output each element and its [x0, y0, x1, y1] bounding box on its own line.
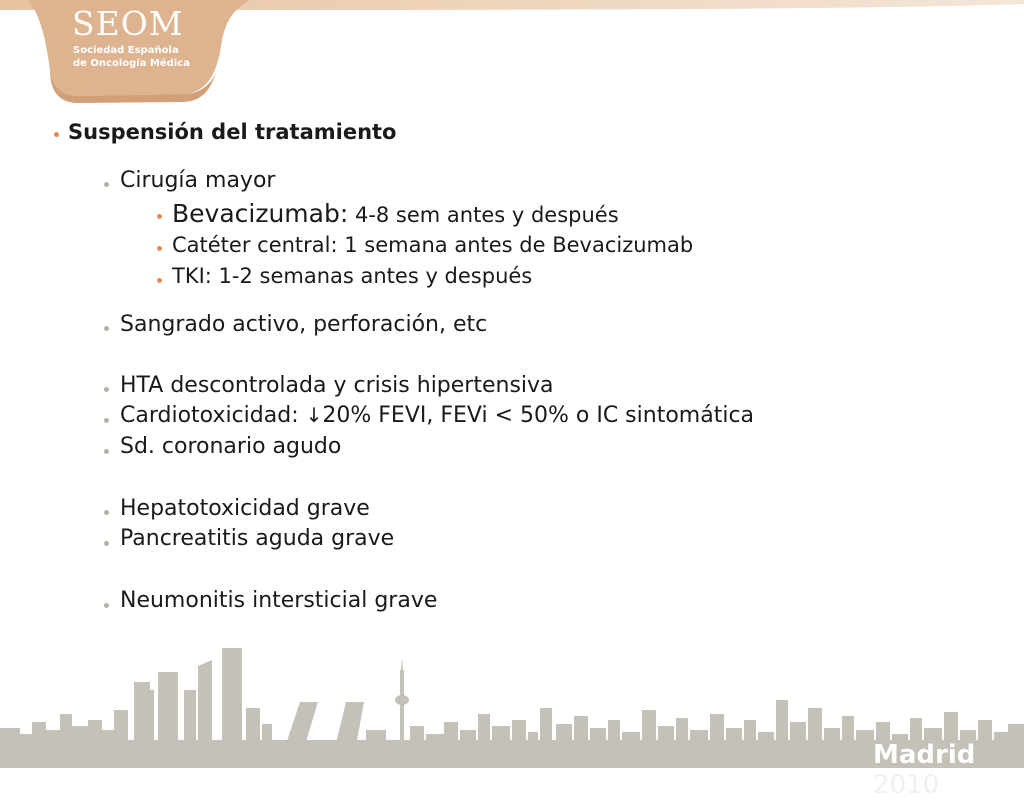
- bullet-dot: [157, 214, 162, 219]
- item-catheter: Catéter central: 1 semana antes de Bevacizumab: [172, 233, 694, 257]
- bullet-dot: [104, 541, 109, 546]
- footer-label: [873, 740, 1024, 800]
- footer-city: Madrid: [873, 740, 976, 770]
- heading-suspension: Suspensión del tratamiento: [68, 120, 397, 144]
- city-skyline-graphic: [0, 630, 1024, 768]
- bullet-dot: [157, 246, 162, 251]
- bevacizumab-name: Bevacizumab:: [172, 199, 349, 228]
- item-pancreatitis: Pancreatitis aguda grave: [120, 526, 395, 551]
- bullet-dot: [54, 132, 59, 137]
- cardio-detail: 20% FEVI, FEVi < 50% o IC sintomática: [322, 403, 755, 428]
- item-bevacizumab: [172, 199, 619, 228]
- logo-subtitle-line-1: Sociedad Española: [73, 45, 179, 56]
- item-cardiotoxicity: [120, 403, 754, 428]
- bullet-dot: [157, 278, 162, 283]
- item-pneumonitis: Neumonitis intersticial grave: [120, 588, 438, 613]
- item-surgery: Cirugía mayor: [120, 168, 276, 193]
- bevacizumab-detail: 4-8 sem antes y después: [348, 203, 619, 227]
- bullet-dot: [104, 603, 109, 608]
- item-hta: HTA descontrolada y crisis hipertensiva: [120, 373, 554, 398]
- logo-title: SEOM: [72, 4, 184, 43]
- bullet-dot: [104, 418, 109, 423]
- bullet-dot: [104, 387, 109, 392]
- bullet-dot: [104, 326, 109, 331]
- item-hepatotoxicity: Hepatotoxicidad grave: [120, 496, 370, 521]
- bullet-dot: [104, 510, 109, 515]
- logo-subtitle-line-2: de Oncología Médica: [73, 58, 190, 69]
- bullet-dot: [104, 449, 109, 454]
- item-coronary: Sd. coronario agudo: [120, 434, 342, 459]
- item-bleeding: Sangrado activo, perforación, etc: [120, 312, 488, 337]
- logo-subtitle: [73, 44, 190, 70]
- bullet-dot: [104, 182, 109, 187]
- item-tki: TKI: 1-2 semanas antes y después: [172, 264, 533, 288]
- cardio-prefix: Cardiotoxicidad:: [120, 403, 306, 428]
- arrow-down-icon: ↓: [305, 403, 323, 427]
- footer-year: 2010: [873, 770, 940, 800]
